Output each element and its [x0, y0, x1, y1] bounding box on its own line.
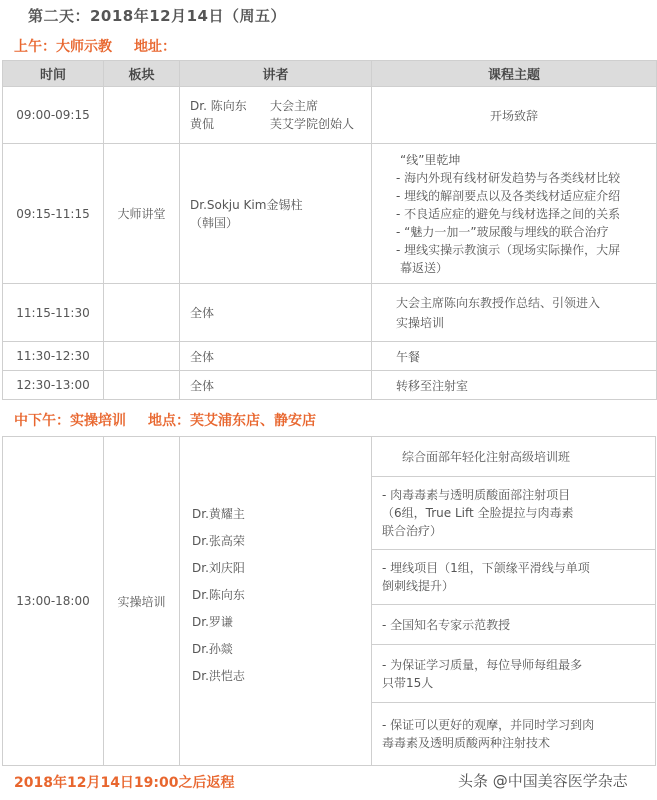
speaker-name: Dr. 陈向东: [190, 99, 247, 113]
row-time: 11:30-12:30: [3, 342, 104, 371]
speaker-item: Dr.孙燚: [192, 642, 233, 656]
topic-line: - 不良适应症的避免与线材选择之间的关系: [396, 206, 621, 221]
afternoon-label: 中下午：实操培训: [14, 413, 126, 429]
row-speaker: [180, 144, 372, 284]
table-row: [3, 342, 657, 371]
afternoon-section-title: [0, 410, 657, 430]
speaker-item: Dr.张高荣: [192, 534, 245, 548]
table-row: [3, 87, 657, 144]
row-topic: 午餐: [372, 342, 657, 371]
morning-section-title: [0, 36, 657, 56]
topic-line: - “魅力一加一”玻尿酸与埋线的联合治疗: [396, 224, 609, 239]
row-time: 09:15-11:15: [3, 144, 104, 284]
row-topic: 开场致辞: [372, 87, 657, 144]
table-row: [3, 371, 657, 400]
table-row: [3, 144, 657, 284]
row-block: [104, 371, 180, 400]
speaker-line: （韩国）: [190, 215, 239, 230]
topic-cell: [372, 550, 655, 605]
topic-line: 联合治疗）: [382, 524, 443, 538]
topic-line: - 保证可以更好的观摩，并同时学习到肉: [382, 718, 595, 732]
topic-line: （6组，True Lift 全脸提拉与肉毒素: [382, 506, 574, 520]
row-block: [104, 342, 180, 371]
row-topic: [372, 144, 657, 284]
topic-cell: [372, 437, 655, 477]
afternoon-topics: [372, 437, 655, 765]
return-note: 2018年12月14日19:00之后返程: [14, 775, 235, 791]
row-block: 大师讲堂: [104, 144, 180, 284]
header-time: 时间: [3, 61, 104, 87]
row-time: 09:00-09:15: [3, 87, 104, 144]
afternoon-block: 实操培训: [104, 437, 180, 765]
row-block: [104, 87, 180, 144]
speaker-item: Dr.陈向东: [192, 588, 245, 602]
table-header-row: [3, 61, 657, 87]
row-topic: 转移至注射室: [372, 371, 657, 400]
topic-line: “线”里乾坤: [400, 152, 461, 167]
speaker-role: 大会主席: [270, 99, 319, 113]
row-speaker: [180, 87, 372, 144]
speaker-item: Dr.刘庆阳: [192, 561, 245, 575]
topic-line: - 肉毒毒素与透明质酸面部注射项目: [382, 488, 571, 502]
watermark-text: 头条 @中国美容医学杂志: [458, 772, 628, 790]
row-block: [104, 284, 180, 342]
topic-cell: [372, 645, 655, 703]
row-speaker: 全体: [180, 371, 372, 400]
row-speaker: 全体: [180, 342, 372, 371]
table-row: [3, 284, 657, 342]
topic-line: - 埋线项目（1组，下颌缘平滑线与单项: [382, 561, 590, 575]
day-title: 第二天：2018年12月14日（周五）: [28, 7, 286, 25]
row-speaker: 全体: [180, 284, 372, 342]
topic-cell: [372, 703, 655, 765]
row-topic: [372, 284, 657, 342]
speaker-item: Dr.黄耀主: [192, 507, 245, 521]
header-block: 板块: [104, 61, 180, 87]
afternoon-time: 13:00-18:00: [3, 437, 104, 765]
topic-line: 实操培训: [396, 315, 445, 330]
row-time: 11:15-11:30: [3, 284, 104, 342]
morning-schedule-table: [2, 60, 657, 400]
topic-line: - 埋线的解剖要点以及各类线材适应症介绍: [396, 188, 621, 203]
afternoon-speakers: [180, 437, 372, 765]
topic-line: 幕返送）: [400, 260, 449, 275]
afternoon-schedule-block: [2, 436, 656, 766]
topic-line: - 埋线实操示教演示（现场实际操作，大屏: [396, 242, 621, 257]
afternoon-location: 地点：芙艾浦东店、静安店: [148, 413, 316, 429]
speaker-name: 黄侃: [190, 117, 215, 131]
morning-label: 上午：大师示教: [14, 39, 112, 55]
morning-location: 地址：: [134, 39, 176, 55]
topic-cell: [372, 477, 655, 550]
topic-line: - 海内外现有线材研发趋势与各类线材比较: [396, 170, 621, 185]
speaker-item: Dr.洪恺志: [192, 669, 245, 683]
topic-cell: [372, 605, 655, 645]
topic-line: 倒刺线提升）: [382, 579, 455, 593]
topic-line: - 为保证学习质量，每位导师每组最多: [382, 657, 583, 672]
topic-line: 只带15人: [382, 675, 434, 690]
header-topic: 课程主题: [372, 61, 657, 87]
speaker-line: Dr.Sokju Kim金锡柱: [190, 197, 303, 212]
topic-line: 综合面部年轻化注射高级培训班: [402, 449, 571, 464]
header-speaker: 讲者: [180, 61, 372, 87]
row-time: 12:30-13:00: [3, 371, 104, 400]
speaker-role: 芙艾学院创始人: [270, 117, 355, 131]
topic-line: - 全国知名专家示范教授: [382, 617, 511, 632]
topic-line: 毒毒素及透明质酸两种注射技术: [382, 736, 551, 750]
speaker-item: Dr.罗谦: [192, 615, 233, 629]
topic-line: 大会主席陈向东教授作总结、引领进入: [396, 295, 601, 310]
